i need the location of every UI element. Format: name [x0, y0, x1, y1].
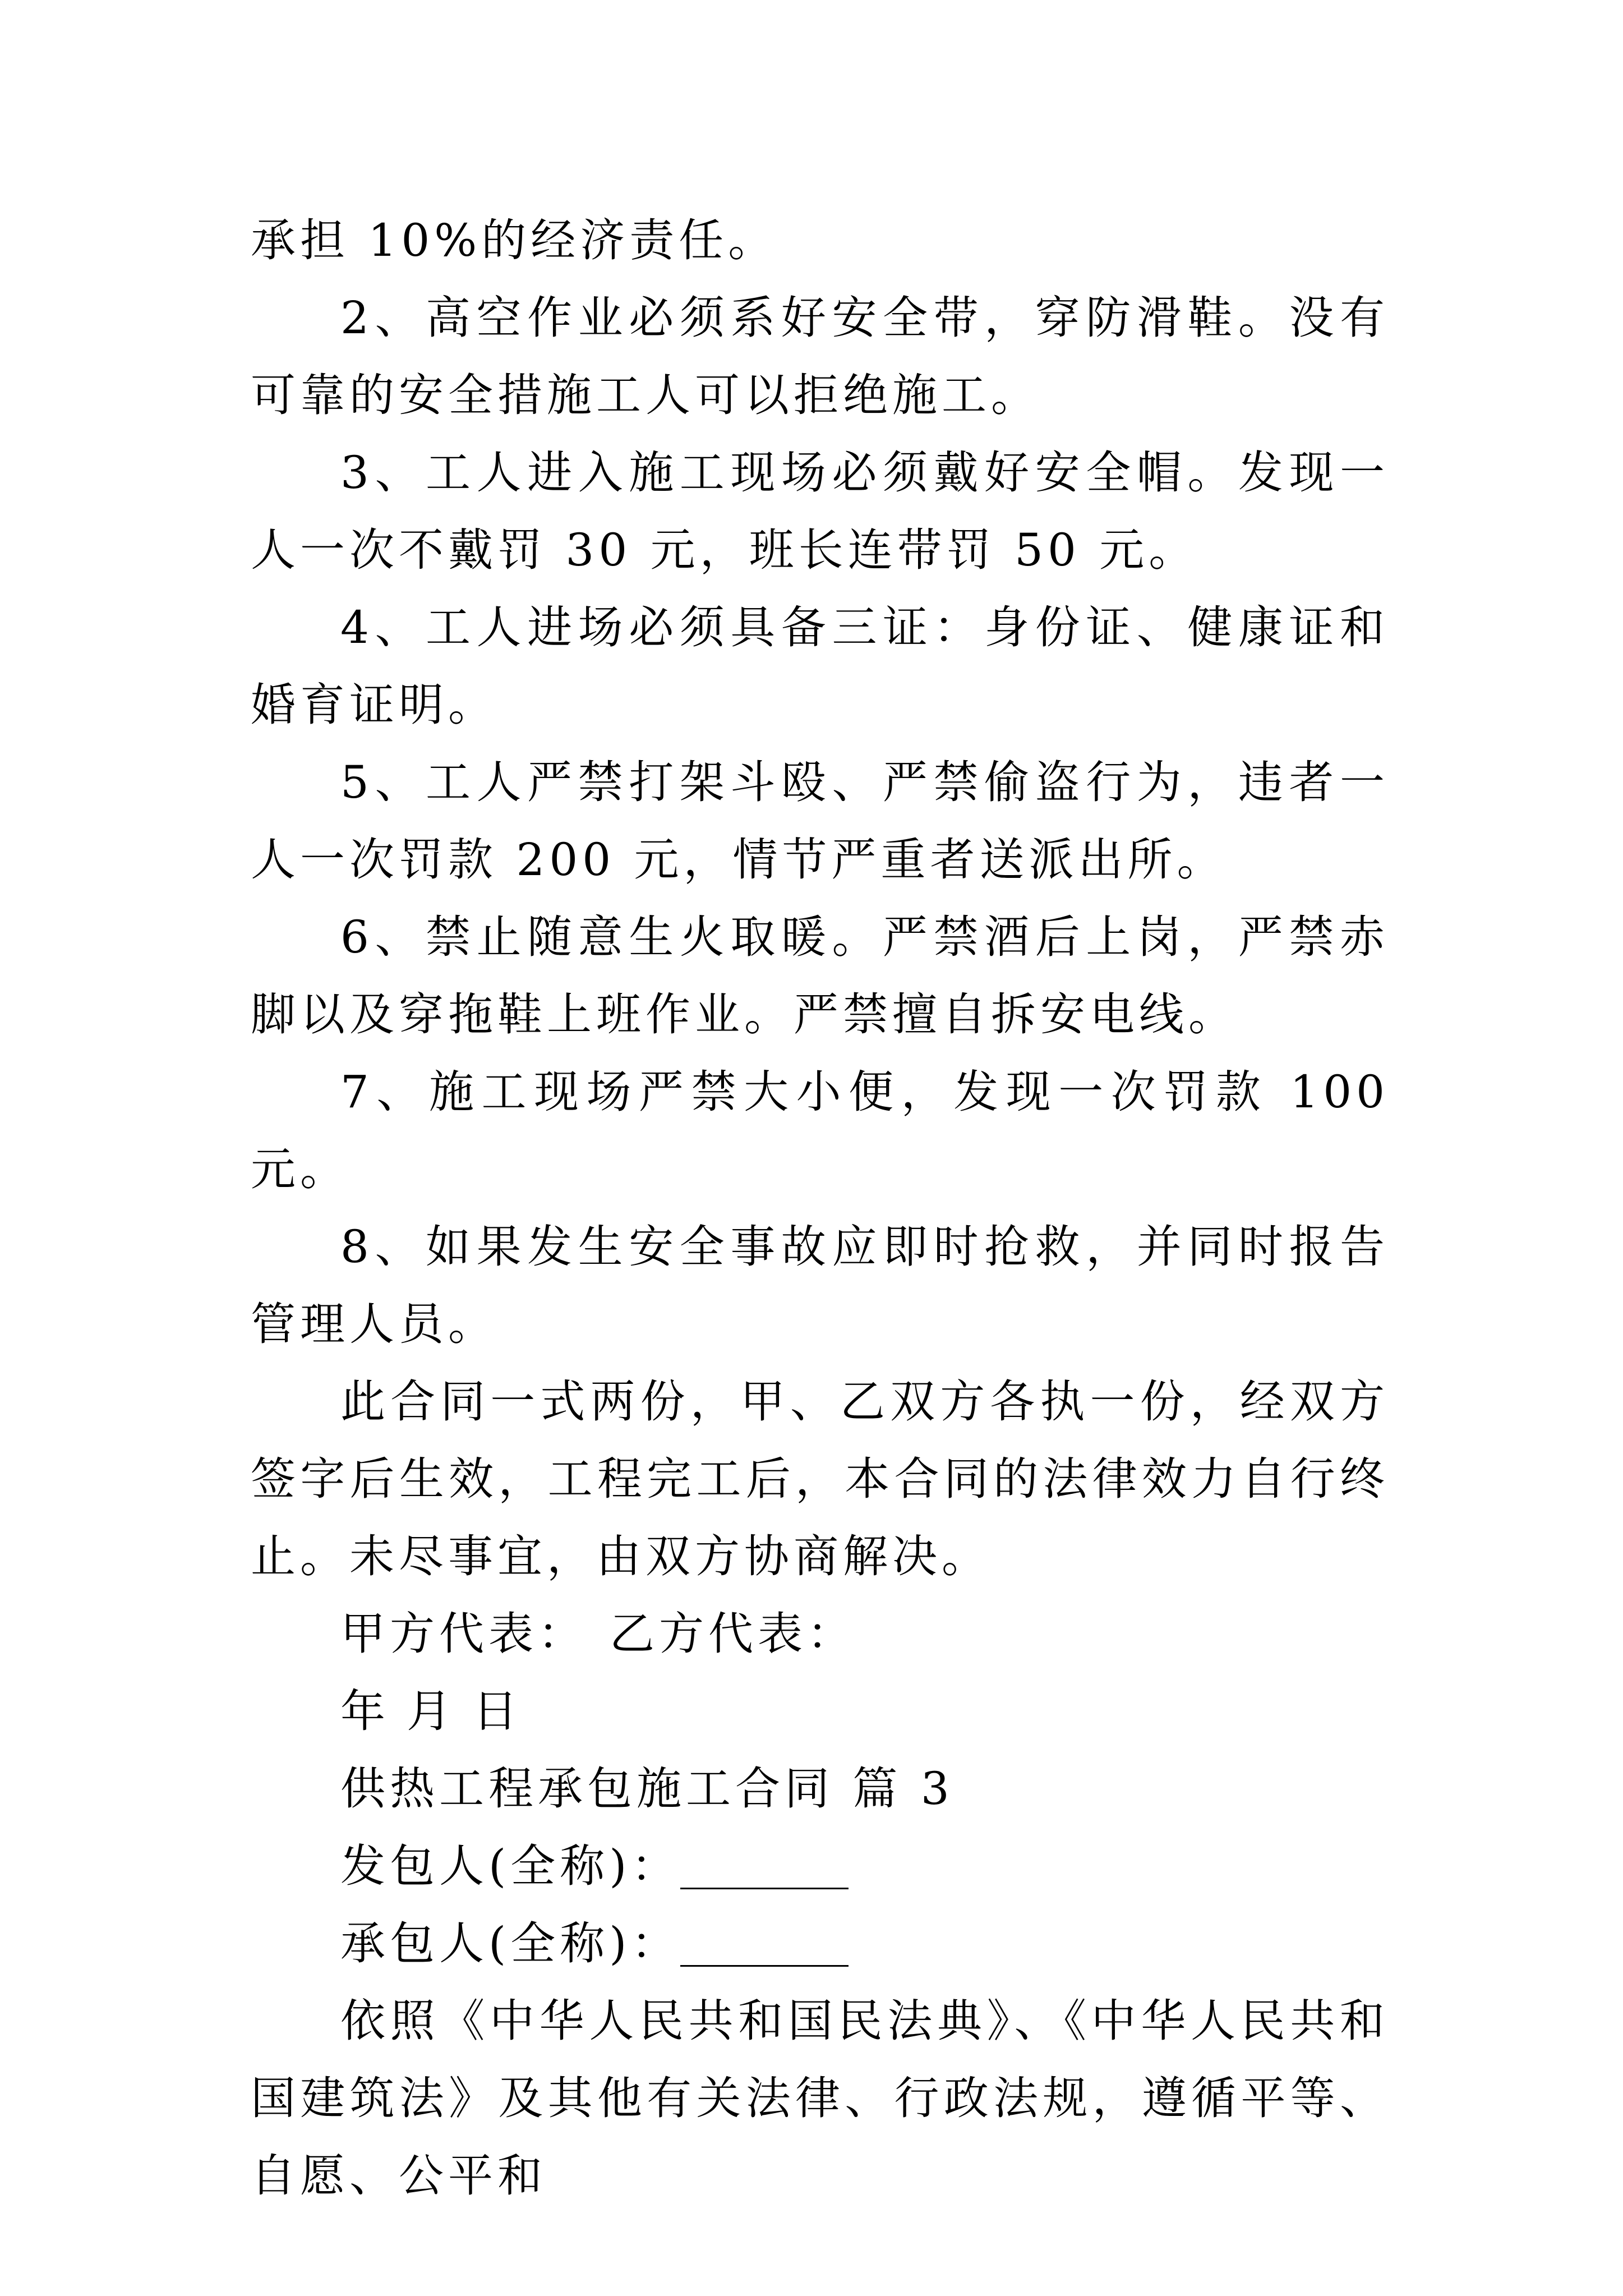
- paragraph-continuation: 承担 10%的经济责任。: [251, 214, 778, 266]
- contractor-label: 承包人(全称)：: [340, 1917, 681, 1970]
- party-a-label: 甲方代表：: [340, 1608, 587, 1660]
- clause-6: 6、禁止随意生火取暖。严禁酒后上岗，严禁赤脚以及穿拖鞋上班作业。严禁擅自拆安电线。: [251, 911, 1389, 1041]
- date-month: 月: [407, 1685, 456, 1737]
- clause-8: 8、如果发生安全事故应即时抢救，并同时报告管理人员。: [251, 1221, 1389, 1350]
- date-year: 年: [340, 1685, 390, 1737]
- contractor-blank: [680, 1965, 849, 1967]
- date-line: [251, 1673, 1389, 1750]
- party-b-label: 乙方代表：: [610, 1608, 856, 1660]
- document-body: [251, 202, 1389, 2215]
- basis-paragraph: 依照《中华人民共和国民法典》、《中华人民共和国建筑法》及其他有关法律、行政法规，遵循平等、自愿、公平和: [251, 1995, 1389, 2202]
- employer-label: 发包人(全称)：: [340, 1840, 681, 1892]
- date-day: 日: [473, 1685, 522, 1737]
- signature-line: [251, 1595, 1389, 1673]
- clause-3: 3、工人进入施工现场必须戴好安全帽。发现一人一次不戴罚 30 元，班长连带罚 50 元。: [251, 447, 1389, 576]
- employer-line: [251, 1828, 1389, 1905]
- clause-5: 5、工人严禁打架斗殴、严禁偷盗行为，违者一人一次罚款 200 元，情节严重者送派出所。: [251, 756, 1389, 886]
- clause-7: 7、施工现场严禁大小便，发现一次罚款 100 元。: [251, 1066, 1389, 1195]
- section-title: 供热工程承包施工合同 篇 3: [340, 1763, 954, 1815]
- clause-4: 4、工人进场必须具备三证：身份证、健康证和婚育证明。: [251, 601, 1389, 731]
- contractor-line: [251, 1905, 1389, 1982]
- clause-2: 2、高空作业必须系好安全带，穿防滑鞋。没有可靠的安全措施工人可以拒绝施工。: [251, 292, 1389, 421]
- copies-clause: 此合同一式两份，甲、乙双方各执一份，经双方签字后生效，工程完工后，本合同的法律效力自行终止。未尽事宜，由双方协商解决。: [251, 1375, 1389, 1582]
- employer-blank: [680, 1888, 849, 1889]
